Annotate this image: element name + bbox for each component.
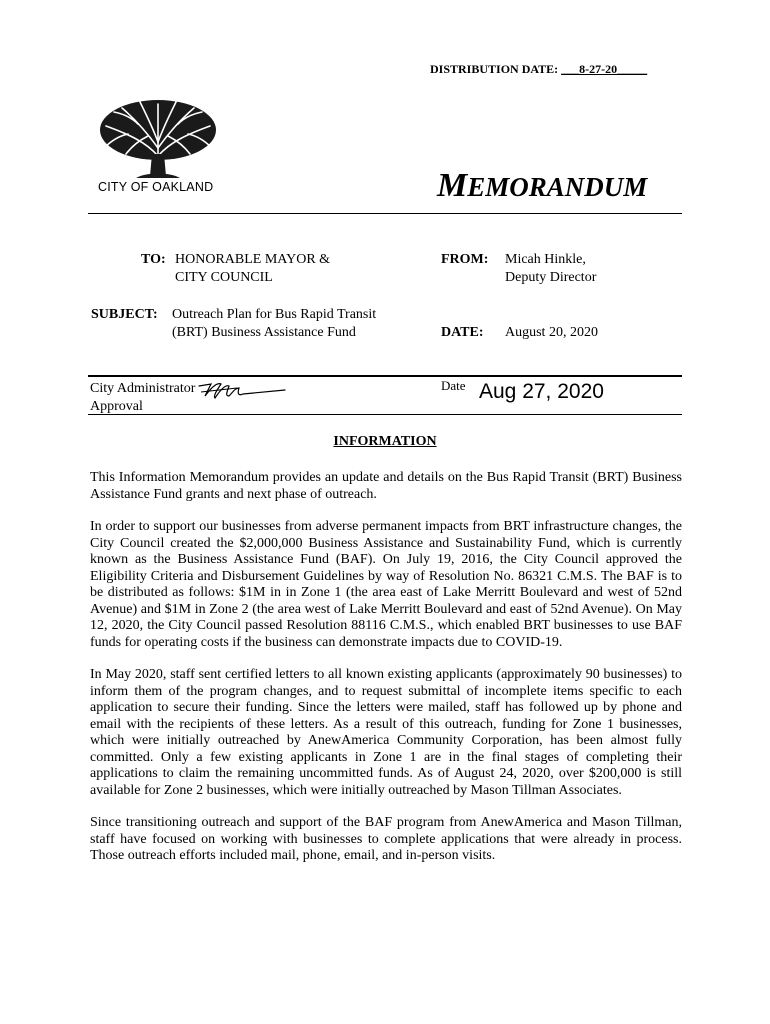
distribution-date [430,62,647,77]
paragraph: In order to support our businesses from adverse permanent impacts from BRT infrastructure changes, the City Council created the $2,000,000 Business Assistance and Sustainability Fund, which is currently known as the Business Assistance Fund (BAF). On July 19, 2016, the City Council approved the Eligibility Criteria and Disbursement Guidelines by way of Resolution No. 86321 C.M.S. The BAF is to be distributed as follows: $1M in in Zone 1 (the area east of Lake Merritt Boulevard and west of 52nd Avenue) and $1M in Zone 2 (the area west of Lake Merritt Boulevard and east of 52nd Avenue). On May 12, 2020, the City Council passed Resolution 88116 C.M.S., which enabled BRT businesses to use BAF funds for operating costs if the business can demonstrate impacts due to COVID-19. [90,519,682,650]
approval-label-line-1: City Administrator [90,381,196,396]
to-label: TO: [141,252,166,267]
header-divider [88,213,682,214]
approval-divider [88,375,682,377]
paragraph: Since transitioning outreach and support of the BAF program from AnewAmerica and Mason Tillman, staff have focused on working with businesses to complete applications that were already in process. Those outreach efforts included mail, phone, email, and in-person visits. [90,815,682,863]
approval-label [90,380,195,416]
approval-label-line-2: Approval [90,399,143,414]
paragraph: In May 2020, staff sent certified letters to all known existing applicants (approximately 90 businesses) to inform them of the program changes, and to request submittal of incomplete items specific to each application to secure their funding. Since the letters were mailed, staff has followed up by phone and email with the recipients of these letters. As a result of this outreach, funding for Zone 1 businesses, which were initially outreached by AnewAmerica Community Corporation, has been almost fully committed. Only a few existing applicants in Zone 1 are in the final stages of completing their applications to claim the remaining uncommitted funds. As of August 24, 2020, over $200,000 is still available for Zone 2 businesses, which were initially outreached by Mason Tillman Associates. [90,667,682,798]
section-heading: INFORMATION [333,434,437,449]
memo-title-rest: EMORANDUM [467,172,648,202]
from-line-1: Micah Hinkle, [505,252,586,267]
distribution-date-value: ___8-27-20_____ [561,62,648,76]
approval-date-stamp: Aug 27, 2020 [479,380,604,403]
memo-title-initial: M [437,167,468,204]
from-field [441,251,488,269]
from-line-2: Deputy Director [505,270,597,285]
to-line-2: CITY COUNCIL [175,270,273,285]
to-value [175,251,330,287]
subject-line-2: (BRT) Business Assistance Fund [172,325,356,340]
subject-value [172,306,376,342]
subject-label: SUBJECT: [91,307,158,322]
date-value: August 20, 2020 [505,325,598,340]
memo-title [437,167,647,205]
approval-date-label: Date [441,378,466,393]
city-name: CITY OF OAKLAND [98,180,214,194]
signature-icon [197,372,289,410]
paragraph: This Information Memorandum provides an update and details on the Bus Rapid Transit (BRT) Business Assistance Fund grants and next phase of outreach. [90,470,682,502]
subject-line-1: Outreach Plan for Bus Rapid Transit [172,307,377,322]
date-label: DATE: [441,325,484,340]
distribution-date-label: DISTRIBUTION DATE: [430,62,559,76]
approval-bottom-divider [88,414,682,415]
subject-field [91,306,158,324]
date-field [441,324,484,342]
from-label: FROM: [441,252,489,267]
to-line-1: HONORABLE MAYOR & [175,252,331,267]
memo-body [90,470,682,881]
to-field [141,251,166,269]
from-value [505,251,596,287]
